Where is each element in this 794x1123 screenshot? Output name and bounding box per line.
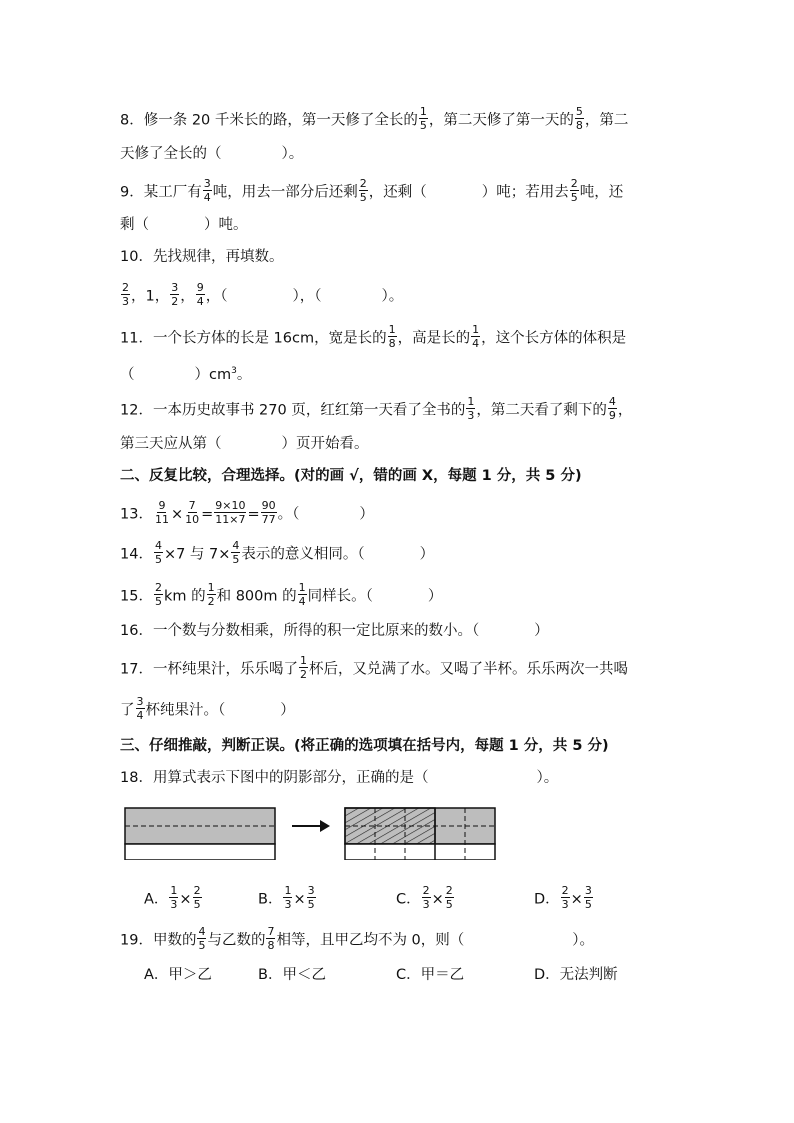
q12-text-c: ，: [617, 402, 633, 419]
q15-text-d: 同样长。（: [307, 588, 373, 605]
option-c[interactable]: C． $\frac{2}{3}$ × $\frac{2}{5}$: [396, 884, 453, 911]
q19-text-c: 相等，且甲乙均不为 0，则（: [276, 932, 465, 949]
fraction: $\frac{1}{3}$: [467, 395, 475, 422]
q14-number: 14．: [120, 546, 153, 563]
fraction: $\frac{4}{9}$: [608, 395, 616, 422]
question-19-options: [120, 965, 680, 989]
q10-text: 10．先找规律，再填数。: [120, 249, 284, 265]
q9-text-d: ）吨；若用去: [481, 184, 569, 201]
q11-line2-end: 。: [236, 366, 252, 383]
q17-close: ）: [280, 702, 295, 719]
fraction: $\frac{1}{2}$: [207, 581, 215, 608]
q17-line2-start: 了: [120, 702, 135, 719]
q15-text-c: 和 800m 的: [216, 588, 297, 605]
fraction: $\frac{1}{4}$: [472, 323, 480, 350]
q19-close: ）。: [572, 932, 595, 949]
q11-superscript: 3: [231, 366, 237, 376]
q9-text-e: 吨，还: [579, 184, 624, 201]
q14-close: ）: [419, 546, 435, 563]
q18-close: ）。: [536, 770, 559, 786]
seq-sep: ，: [180, 288, 195, 305]
fraction: $\frac{5}{8}$: [575, 105, 583, 132]
option-d[interactable]: D．无法判断: [534, 967, 618, 983]
fraction: $\frac{9}{4}$: [196, 281, 204, 308]
q19-text-a: 19．甲数的: [120, 932, 197, 949]
q14-text-c: 表示的意义相同。（: [241, 546, 365, 563]
option-c[interactable]: C．甲＝乙: [396, 967, 465, 983]
divided-rectangle: [345, 808, 495, 860]
q15-text-b: km 的: [163, 588, 206, 605]
question-10-title: [120, 247, 283, 267]
seq-sep: ，（: [205, 288, 228, 305]
question-14: [120, 539, 435, 567]
fraction: $\frac{1}{4}$: [298, 581, 306, 608]
question-17-line-2: [120, 695, 295, 723]
fraction: $\frac{7}{10}$: [185, 499, 200, 526]
q13-close: ）: [359, 506, 374, 523]
fraction: $\frac{90}{77}$: [261, 499, 276, 526]
q11-text-c: ，这个长方体的体积是: [481, 330, 627, 347]
q8-text-c: ，第二: [584, 112, 629, 129]
fraction: $\frac{1}{5}$: [419, 105, 427, 132]
question-8-line-1: [120, 105, 629, 133]
seq-end: ）。: [381, 288, 404, 305]
q8-line2-text: 天修了全长的（: [120, 146, 222, 162]
fraction: $\frac{9}{11}$: [154, 499, 169, 526]
q18-text-a: 18．用算式表示下图中的阴影部分，正确的是（: [120, 770, 429, 786]
fraction: $\frac{4}{5}$: [154, 539, 162, 566]
q9-line2-text: 剩（: [120, 217, 149, 233]
equals-sign: =: [201, 506, 214, 523]
q11-line2-unit: ）cm: [194, 366, 232, 383]
question-13: [120, 499, 374, 527]
q9-text-b: 吨，用去一部分后还剩: [212, 184, 358, 201]
q11-text-b: ，高是长的: [397, 330, 471, 347]
fraction: $\frac{9\times 10}{11\times 7}$: [215, 499, 246, 526]
question-11-line-2: [120, 361, 251, 385]
question-9-line-1: [120, 177, 624, 205]
option-b[interactable]: B． $\frac{1}{3}$ × $\frac{3}{5}$: [258, 884, 315, 911]
fraction: $\frac{4}{5}$: [232, 539, 240, 566]
option-a[interactable]: A． $\frac{1}{3}$ × $\frac{2}{5}$: [144, 884, 201, 911]
option-d[interactable]: D． $\frac{2}{3}$ × $\frac{3}{5}$: [534, 884, 592, 911]
q9-text-a: 9．某工厂有: [120, 184, 202, 201]
q17-text-b: 杯后，又兑满了水。又喝了半杯。乐乐两次一共喝: [308, 661, 628, 678]
q12-line2-text: 第三天应从第（: [120, 436, 222, 452]
original-rectangle: [125, 808, 275, 860]
shaded-rectangle-figure: [120, 800, 500, 860]
question-19: [120, 925, 595, 953]
q8-line2-end: ）。: [281, 146, 304, 162]
seq-sep: ，1，: [131, 288, 170, 305]
fraction: $\frac{7}{8}$: [267, 925, 275, 952]
times-sign: ×: [170, 506, 184, 523]
fraction: $\frac{3}{2}$: [171, 281, 179, 308]
q16-close: ）: [534, 623, 549, 639]
fraction: $\frac{1}{2}$: [299, 654, 307, 681]
q17-text-a: 17．一杯纯果汁，乐乐喝了: [120, 661, 298, 678]
question-8-line-2: [120, 144, 303, 164]
q15-close: ）: [427, 588, 443, 605]
q12-text-b: ，第二天看了剩下的: [476, 402, 607, 419]
option-a[interactable]: A．甲＞乙: [144, 967, 212, 983]
fraction: $\frac{4}{5}$: [198, 925, 206, 952]
q14-text-b: ×7 与 7×: [163, 546, 231, 563]
q19-text-b: 与乙数的: [207, 932, 266, 949]
q8-text-a: 8．修一条 20 千米长的路，第一天修了全长的: [120, 112, 418, 129]
option-b[interactable]: B．甲＜乙: [258, 967, 326, 983]
q12-line2-end: ）页开始看。: [281, 436, 369, 452]
fraction: $\frac{3}{4}$: [136, 695, 144, 722]
q13-number: 13．: [120, 506, 153, 523]
fraction: $\frac{2}{5}$: [359, 177, 367, 204]
fraction: $\frac{2}{3}$: [122, 281, 129, 308]
q13-text-b: 。（: [277, 506, 300, 523]
question-11-line-1: [120, 323, 627, 351]
section-3-heading: 三、仔细推敲，判断正误。(将正确的选项填在括号内，每题 1 分，共 5 分): [120, 738, 609, 754]
fraction: $\frac{2}{5}$: [154, 581, 162, 608]
question-12-line-1: [120, 395, 633, 423]
question-12-line-2: [120, 434, 369, 454]
fraction: $\frac{2}{5}$: [570, 177, 578, 204]
q11-line2-open: （: [120, 366, 135, 383]
question-18: [120, 768, 558, 788]
question-16: [120, 621, 549, 641]
question-18-options: [120, 884, 680, 911]
question-9-line-2: [120, 215, 248, 235]
question-15: [120, 581, 443, 609]
fraction: $\frac{3}{4}$: [203, 177, 211, 204]
seq-sep: ），（: [292, 288, 322, 305]
arrow-right-icon: [292, 820, 330, 832]
q11-text-a: 11．一个长方体的长是 16cm，宽是长的: [120, 330, 387, 347]
q15-number: 15．: [120, 588, 153, 605]
question-10-sequence: [120, 281, 404, 309]
q16-text: 16．一个数与分数相乘，所得的积一定比原来的数小。（: [120, 623, 480, 639]
q17-line2-text: 杯纯果汁。（: [145, 702, 226, 719]
q8-text-b: ，第二天修了第一天的: [428, 112, 574, 129]
equals-sign: =: [247, 506, 260, 523]
q12-text-a: 12．一本历史故事书 270 页，红红第一天看了全书的: [120, 402, 466, 419]
fraction: $\frac{1}{8}$: [388, 323, 396, 350]
q9-line2-end: ）吨。: [204, 217, 248, 233]
q9-text-c: ，还剩（: [368, 184, 427, 201]
question-17-line-1: [120, 654, 628, 682]
section-2-heading: 二、反复比较，合理选择。(对的画 √，错的画 X，每题 1 分，共 5 分): [120, 468, 582, 484]
